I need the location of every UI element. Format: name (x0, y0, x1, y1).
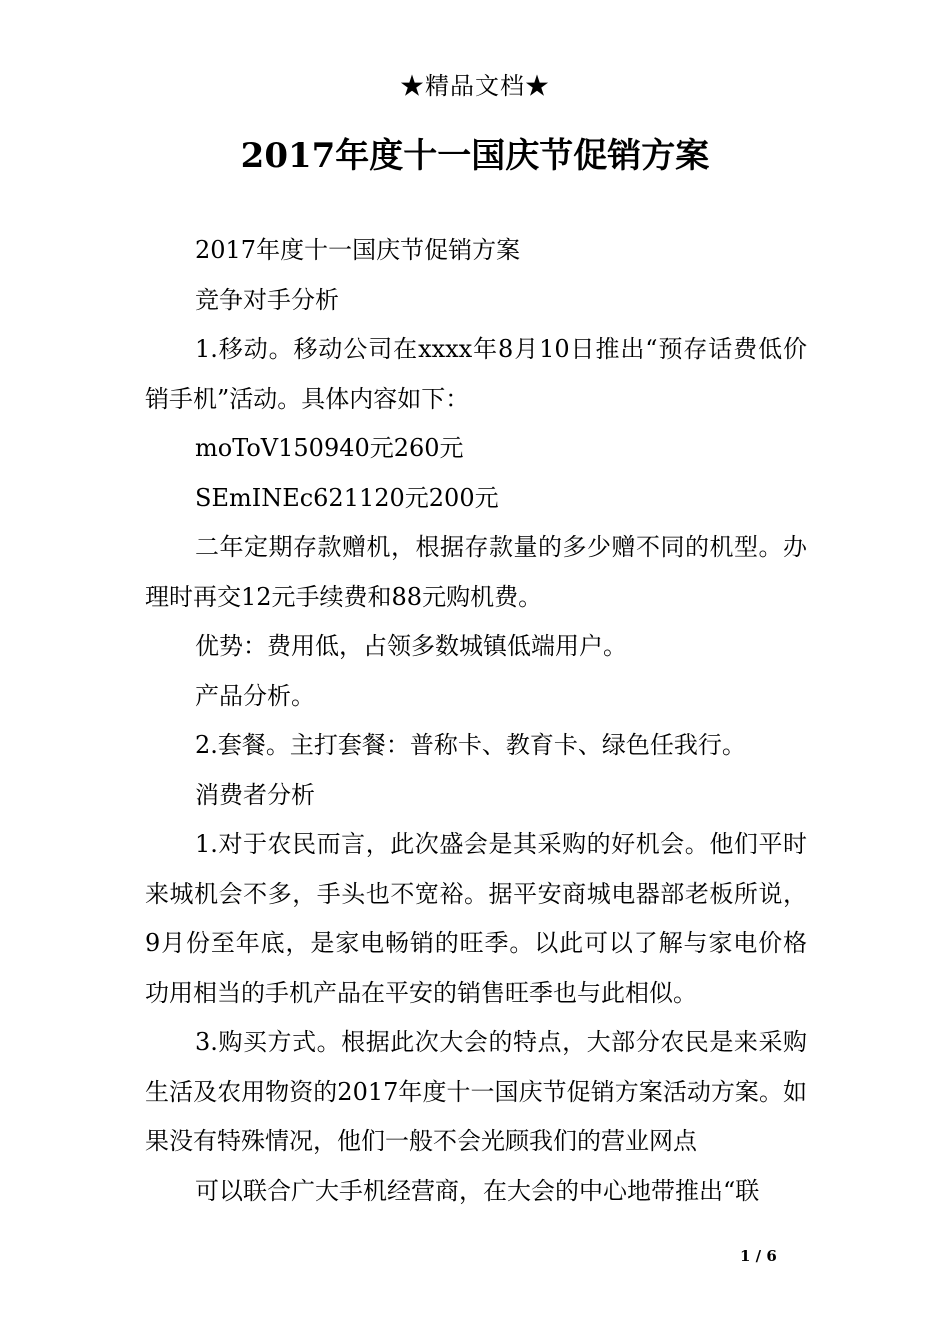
page-number: 1 / 6 (740, 1247, 777, 1265)
document-title: 2017年度十一国庆节促销方案 (240, 136, 710, 176)
page-header: ★精品文档★ (400, 72, 550, 100)
paragraph: 优势：费用低，占领多数城镇低端用户。 (195, 632, 627, 660)
document-body (145, 226, 807, 1216)
paragraph: 消费者分析 (195, 780, 315, 809)
paragraph: SEmINEc621120元200元 (195, 483, 499, 512)
paragraph: 二年定期存款赠机，根据存款量的多少赠不同的机型。办理时再交12元手续费和88元购机费。 (145, 533, 807, 611)
paragraph: 1.对于农民而言，此次盛会是其采购的好机会。他们平时来城机会不多，手头也不宽裕。据平安商城电器部老板所说，9月份至年底，是家电畅销的旺季。以此可以了解与家电价格功用相当的手机产品在平安的销售旺季也与此相似。 (145, 830, 807, 1007)
paragraph: moToV150940元260元 (195, 434, 464, 462)
paragraph: 可以联合广大手机经营商，在大会的中心地带推出“联 (195, 1176, 760, 1205)
paragraph: 2017年度十一国庆节促销方案 (195, 236, 521, 264)
paragraph: 竞争对手分析 (195, 285, 339, 314)
paragraph: 3.购买方式。根据此次大会的特点，大部分农民是来采购生活及农用物资的2017年度十一国庆节促销方案活动方案。如果没有特殊情况，他们一般不会光顾我们的营业网点 (145, 1028, 807, 1155)
paragraph: 1.移动。移动公司在xxxx年8月10日推出“预存话费低价销手机”活动。具体内容如下： (145, 335, 807, 413)
paragraph: 2.套餐。主打套餐：普称卡、教育卡、绿色任我行。 (195, 731, 746, 759)
paragraph: 产品分析。 (195, 681, 315, 710)
